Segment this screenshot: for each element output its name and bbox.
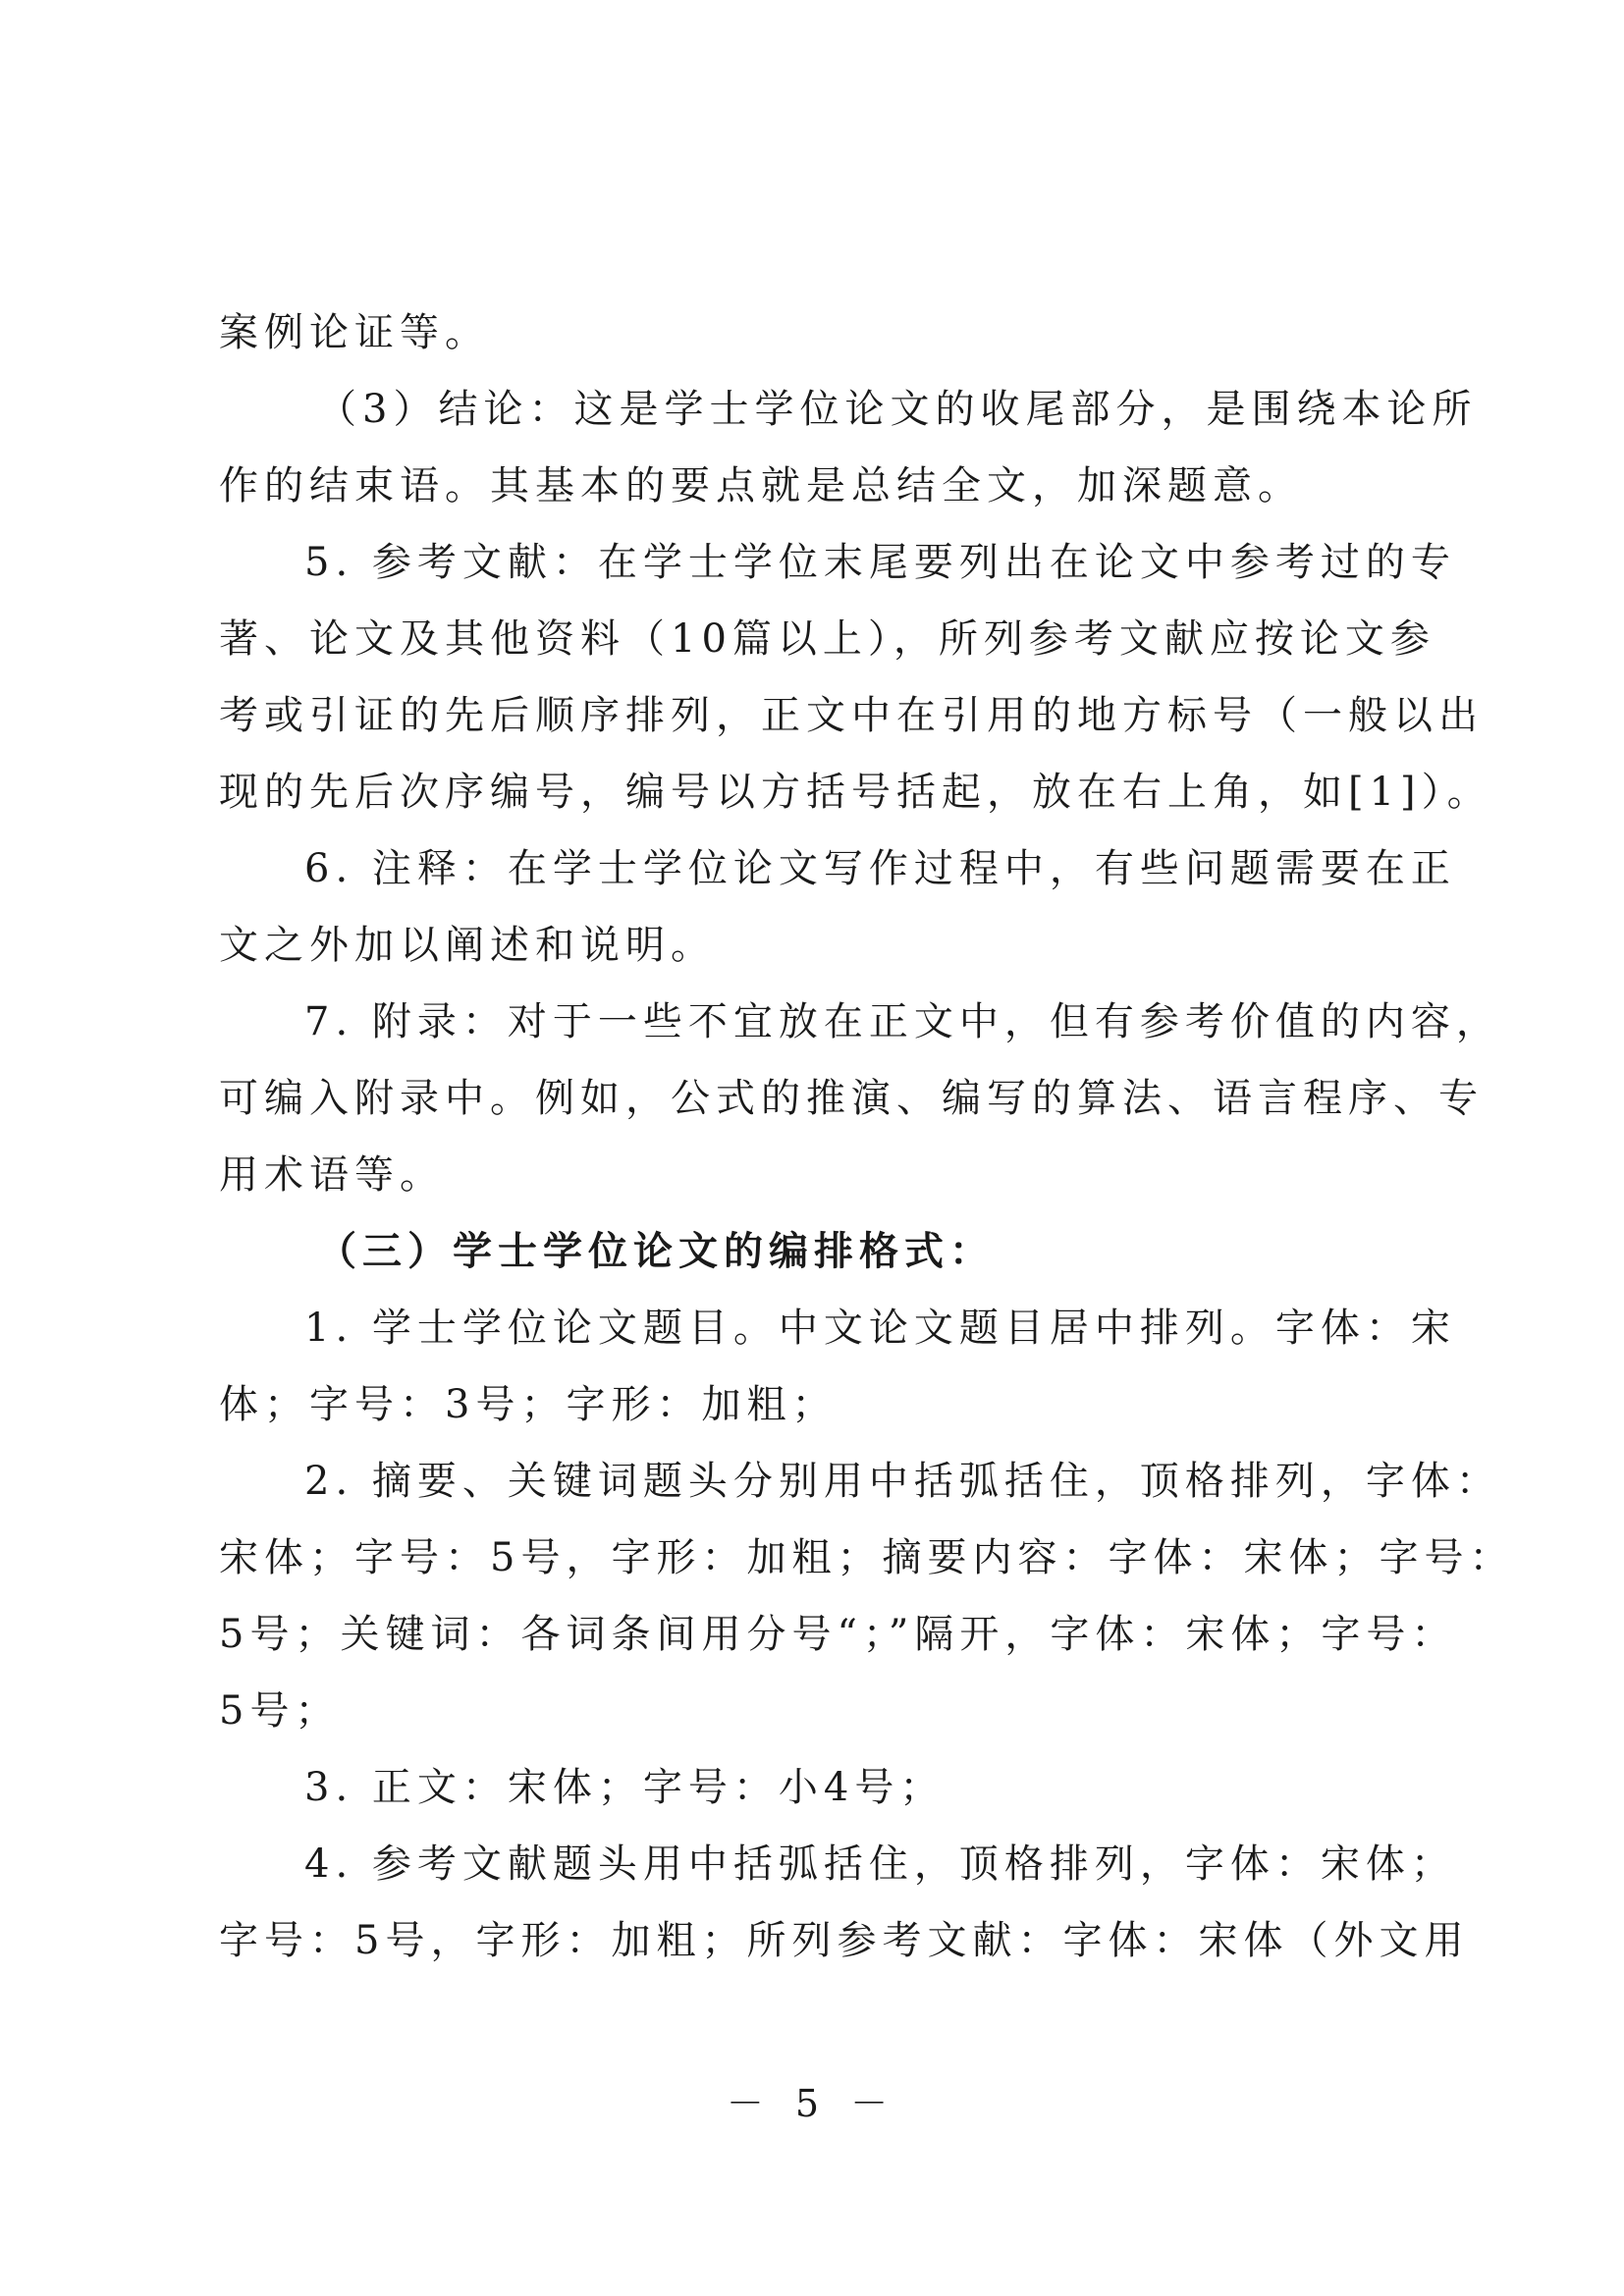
text-line: 文之外加以阐述和说明。 <box>219 923 716 968</box>
text-line: 案例论证等。 <box>219 310 490 355</box>
text-line: 字号：5号，字形：加粗；所列参考文献：字体：宋体（外文用 <box>219 1918 1470 1963</box>
text-line: 考或引证的先后顺序排列，正文中在引用的地方标号（一般以出 <box>219 693 1484 738</box>
text-line: 4. 参考文献题头用中括弧括住，顶格排列，字体：宋体； <box>304 1842 1456 1887</box>
section-heading: （三）学士学位论文的编排格式： <box>317 1228 995 1274</box>
text-line: 现的先后次序编号，编号以方括号括起，放在右上角，如[1]）。 <box>219 770 1492 815</box>
text-line: 宋体；字号：5号，字形：加粗；摘要内容：字体：宋体；字号： <box>219 1535 1515 1580</box>
text-line: 5号；关键词：各词条间用分号“；”隔开，字体：宋体；字号： <box>219 1612 1457 1657</box>
text-line: 用术语等。 <box>219 1152 445 1198</box>
text-line: 1. 学士学位论文题目。中文论文题目居中排列。字体：宋 <box>304 1306 1456 1351</box>
text-line: 6. 注释：在学士学位论文写作过程中，有些问题需要在正 <box>304 846 1456 891</box>
text-line: 7. 附录：对于一些不宜放在正文中，但有参考价值的内容， <box>304 999 1501 1044</box>
text-line: 可编入附录中。例如，公式的推演、编写的算法、语言程序、专 <box>219 1076 1484 1121</box>
page-number: － 5 － <box>726 2082 898 2125</box>
text-line: 2. 摘要、关键词题头分别用中括弧括住，顶格排列，字体： <box>304 1459 1501 1504</box>
text-line: 5. 参考文献：在学士学位末尾要列出在论文中参考过的专 <box>304 540 1456 585</box>
text-line: 著、论文及其他资料（10篇以上），所列参考文献应按论文参 <box>219 616 1435 662</box>
text-line: （3）结论：这是学士学位论文的收尾部分，是围绕本论所 <box>317 387 1478 432</box>
text-line: 5号； <box>219 1688 341 1734</box>
text-line: 3. 正文：宋体；字号：小4号； <box>304 1765 946 1810</box>
text-line: 体；字号：3号；字形：加粗； <box>219 1382 838 1427</box>
text-line: 作的结束语。其基本的要点就是总结全文，加深题意。 <box>219 463 1303 508</box>
